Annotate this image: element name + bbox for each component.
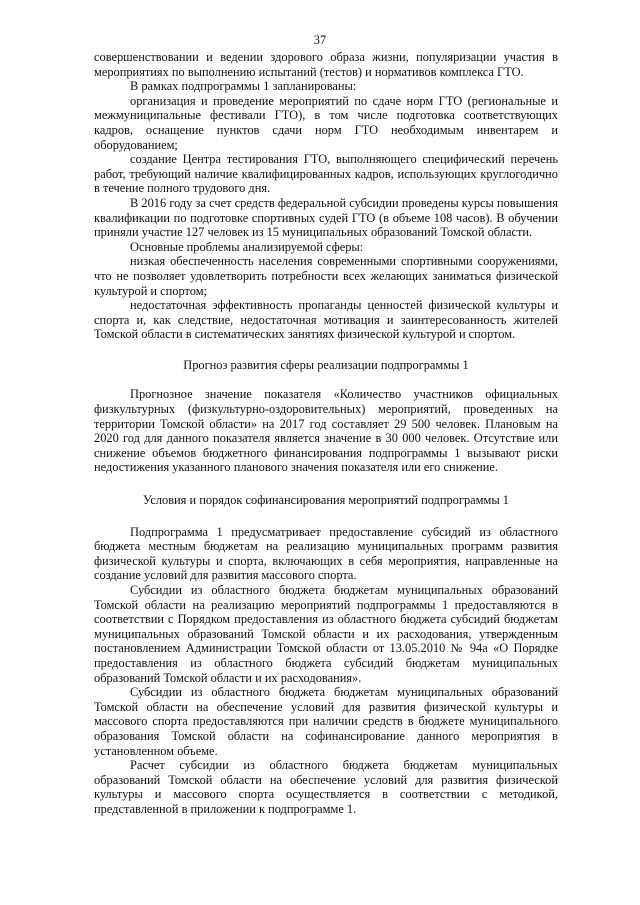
page-number: 37 bbox=[313, 33, 327, 47]
paragraph: недостаточная эффективность пропаганды ценностей физической культуры и спорта и, как следствие, недостаточная мотивация и заинтересованность жителей Томской области в систематических занятиях физической культурой и спортом. bbox=[94, 298, 558, 342]
section-forecast bbox=[94, 387, 558, 475]
paragraph: Субсидии из областного бюджета бюджетам муниципальных образований Томской области на обеспечение условий для развития физической культуры и массового спорта предоставляются при наличии средств в бюджете муниципального образования Томской области на софинансирование данного мероприятия в установленном объеме. bbox=[94, 685, 558, 758]
paragraph: Основные проблемы анализируемой сферы: bbox=[130, 239, 364, 254]
paragraph: совершенствовании и ведении здорового образа жизни, популяризации участия в мероприятиях по выполнению испытаний (тестов) и нормативов комплекса ГТО. bbox=[94, 50, 558, 79]
paragraph: Субсидии из областного бюджета бюджетам муниципальных образований Томской области на реализацию мероприятий подпрограммы 1 предоставляются в соответствии с Порядком предоставления из областного бюджета субсидий бюджетам муниципальных образований Томской области и их расходования, утвержденным постановлением Администрации Томской области от 13.05.2010 № 94а «О Порядке предоставления из областного бюджета субсидий бюджетам муниципальных образований Томской области и их расходования». bbox=[94, 583, 558, 685]
paragraph: создание Центра тестирования ГТО, выполняющего специфический перечень работ, требующий наличие квалифицированных кадров, использующих круглогодично в течение полного трудового дня. bbox=[94, 152, 558, 196]
paragraph: В 2016 году за счет средств федеральной субсидии проведены курсы повышения квалификации по подготовке спортивных судей ГТО (в объеме 108 часов). В обучении приняли участие 127 человек из 15 муниципальных образований Томской области. bbox=[94, 195, 558, 240]
section-heading-forecast: Прогноз развития сферы реализации подпрограммы 1 bbox=[183, 357, 469, 372]
paragraph: низкая обеспеченность населения современными спортивными сооружениями, что не позволяет удовлетворить потребности всех желающих заниматься физической культурой и спортом; bbox=[94, 254, 558, 298]
paragraph: Расчет субсидии из областного бюджета бюджетам муниципальных образований Томской области на обеспечение условий для развития физической культуры и массового спорта осуществляется в соответствии с методикой, представленной в приложении к подпрограмме 1. bbox=[94, 758, 558, 816]
page-content bbox=[94, 50, 558, 817]
section-gto bbox=[94, 50, 558, 342]
section-cofinancing bbox=[94, 525, 558, 817]
paragraph: Прогнозное значение показателя «Количество участников официальных физкультурных (физкультурно-оздоровительных) мероприятий, проведенных на территории Томской области» на 2017 год составляет 29 500 человек. Плановым на 2020 год для данного показателя является значение в 30 000 человек. Отсутствие или снижение объемов бюджетного финансирования подпрограммы 1 вызывают риски недостижения указанного планового значения показателя или его снижение. bbox=[94, 387, 558, 475]
section-heading-cofinancing: Условия и порядок софинансирования мероприятий подпрограммы 1 bbox=[143, 493, 509, 508]
paragraph: В рамках подпрограммы 1 запланированы: bbox=[130, 79, 357, 94]
paragraph: организация и проведение мероприятий по сдаче норм ГТО (региональные и межмуниципальные фестивали ГТО), в том числе подготовка соответствующих кадров, оснащение пунктов сдачи норм ГТО необходимым инвентарем и оборудованием; bbox=[94, 93, 558, 152]
paragraph: Подпрограмма 1 предусматривает предоставление субсидий из областного бюджета местным бюджетам на реализацию муниципальных программ развития физической культуры и спорта, включающих в себя мероприятия, направленные на создание условий для развития массового спорта. bbox=[94, 524, 558, 583]
